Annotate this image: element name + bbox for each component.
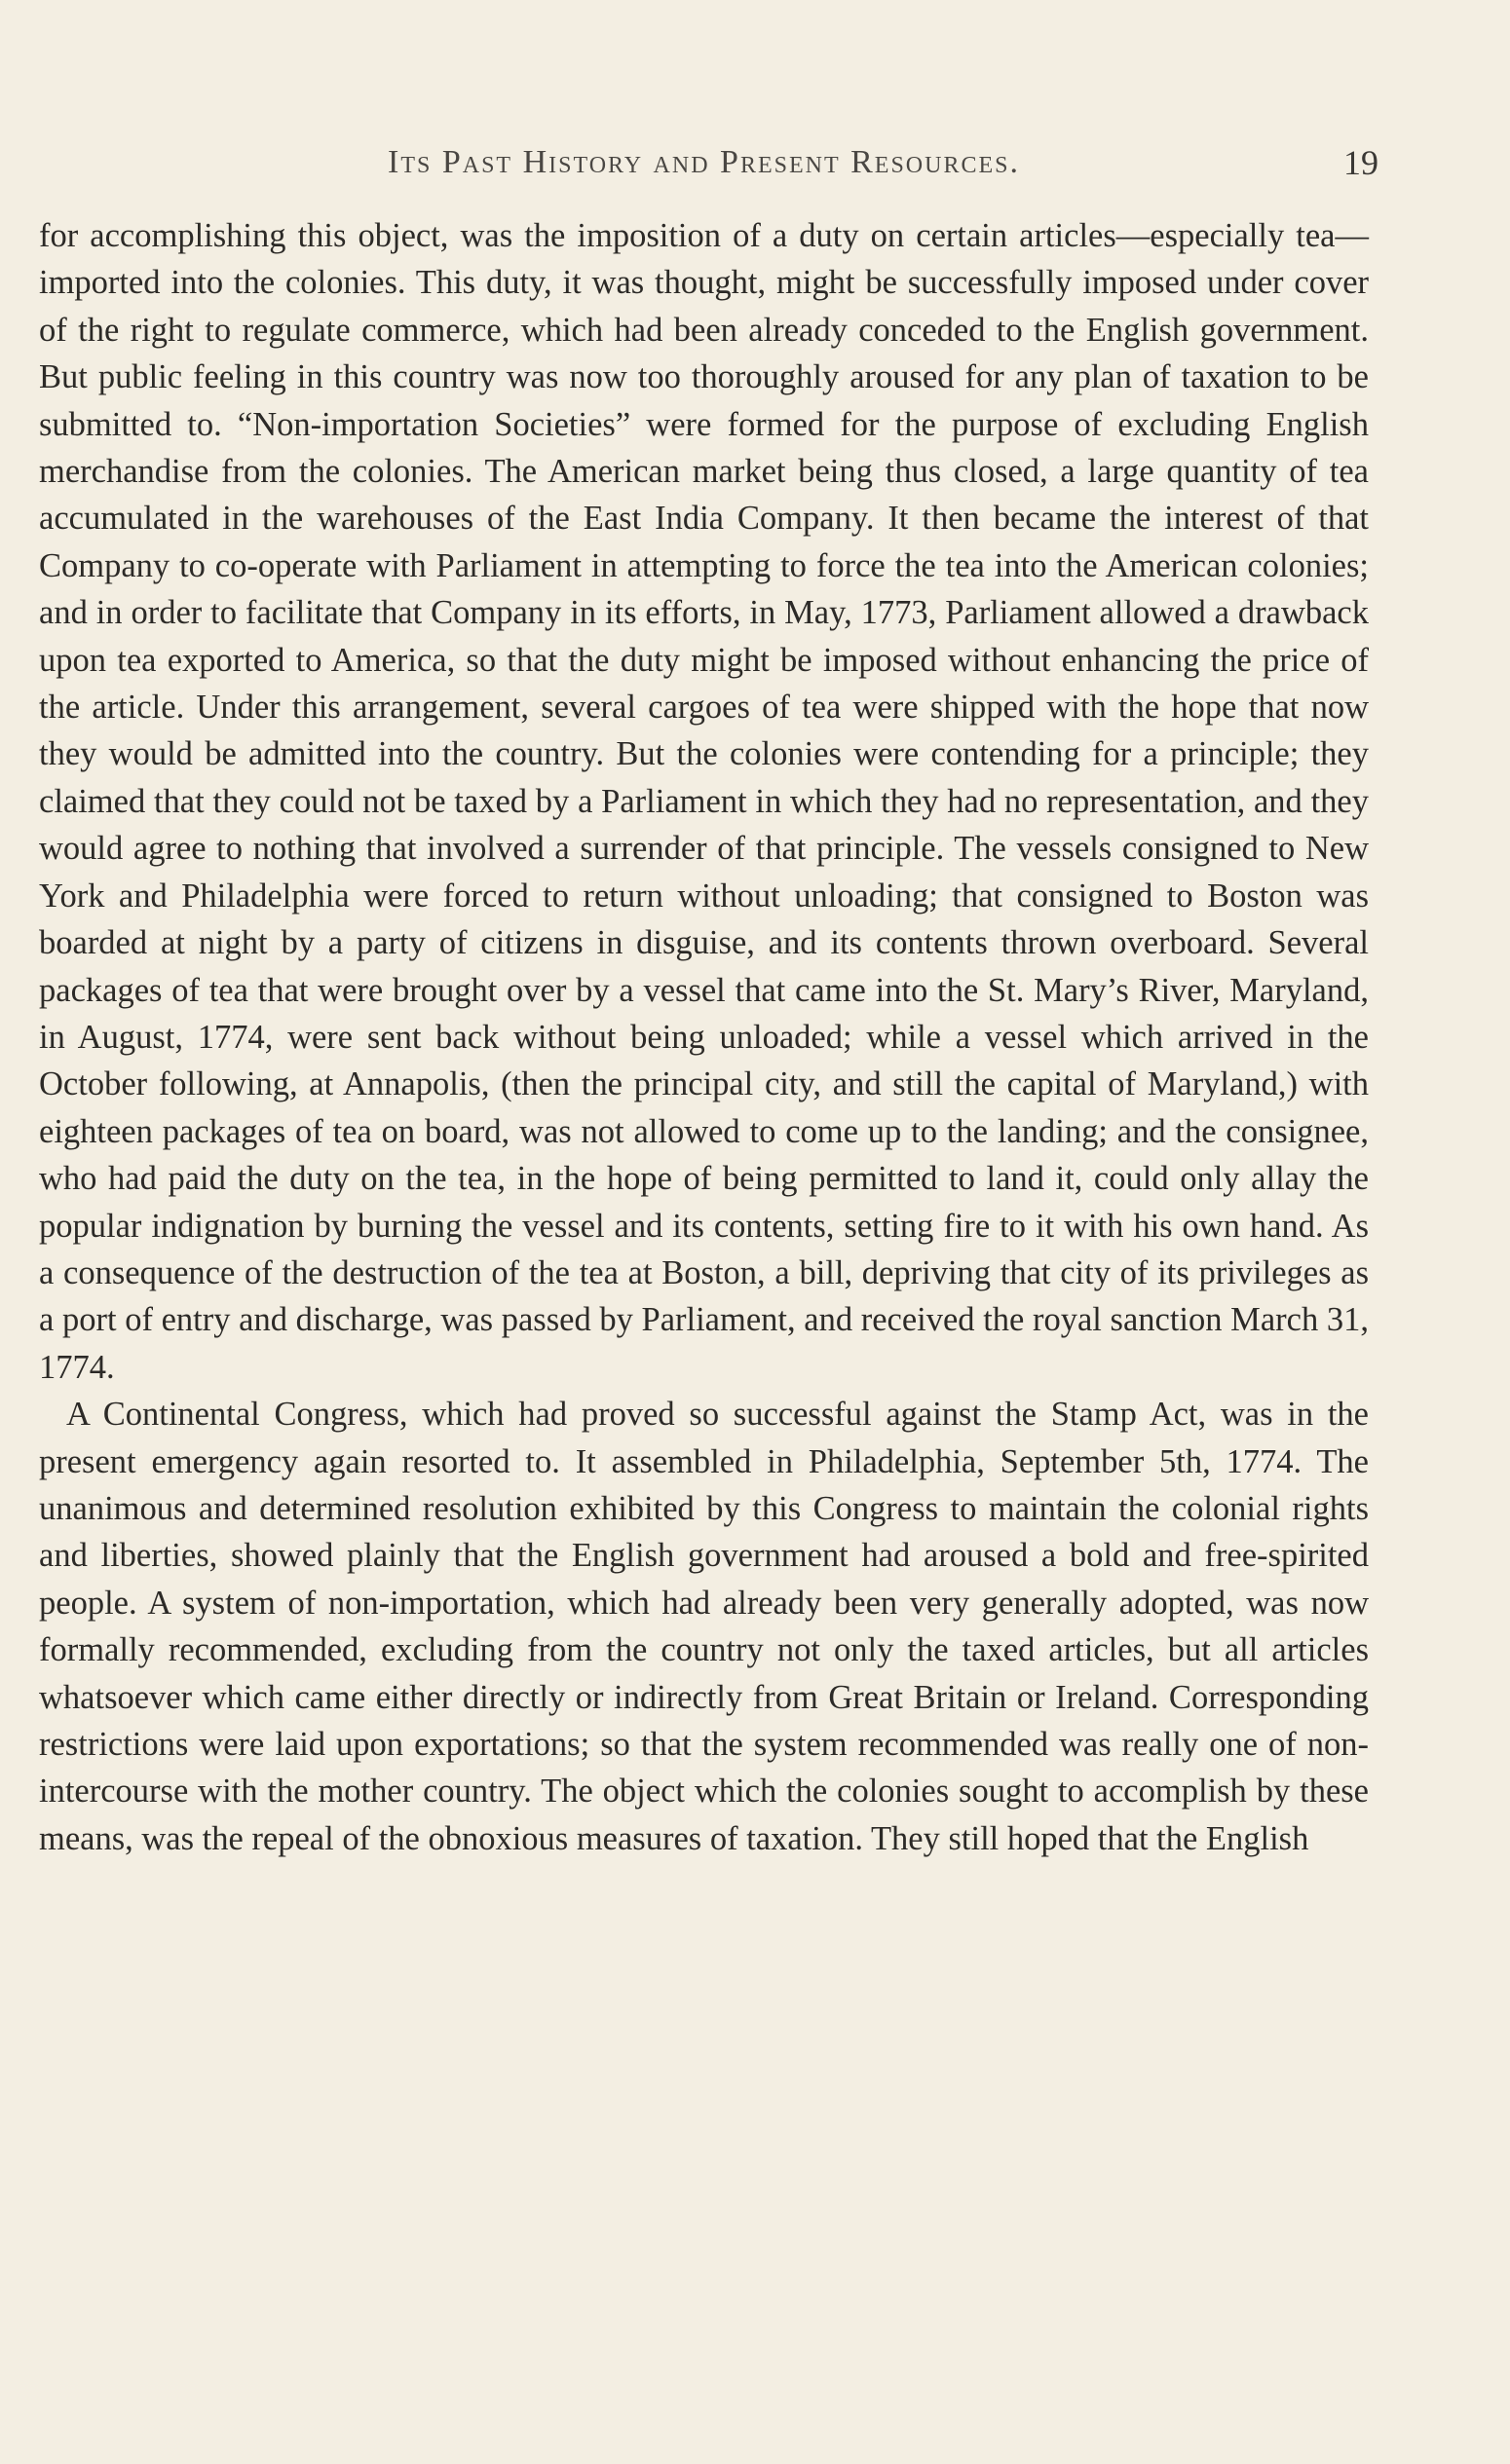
page-number: 19: [1343, 143, 1378, 182]
running-title: Its Past History and Present Resources.: [388, 144, 1020, 180]
paragraph: for accomplishing this object, was the imposition of a duty on certain articles—especially tea—imported into the colonies. This duty, it was thought, might be successfully imposed under cover of the right to regulate commerce, which had been already conceded to the English government. But public feeling in this country was now too thoroughly aroused for any plan of taxation to be submitted to. “Non-importation Societies” were formed for the purpose of excluding English merchandise from the colonies. The American market being thus closed, a large quantity of tea accumulated in the warehouses of the East India Company. It then became the interest of that Company to co-operate with Parliament in attempting to force the tea into the American colonies; and in order to facilitate that Company in its efforts, in May, 1773, Parliament allowed a drawback upon tea exported to America, so that the duty might be imposed without enhancing the price of the article. Under this arrangement, several cargoes of tea were shipped with the hope that now they would be admitted into the country. But the colonies were contending for a principle; they claimed that they could not be taxed by a Parliament in which they had no representation, and they would agree to nothing that involved a surrender of that principle. The vessels consigned to New York and Philadelphia were forced to return without unloading; that consigned to Boston was boarded at night by a party of citizens in disguise, and its contents thrown overboard. Several packages of tea that were brought over by a vessel that came into the St. Mary’s River, Maryland, in August, 1774, were sent back without being unloaded; while a vessel which arrived in the October following, at Annapolis, (then the principal city, and still the capital of Maryland,) with eighteen packages of tea on board, was not allowed to come up to the landing; and the consignee, who had paid the duty on the tea, in the hope of being permitted to land it, could only allay the popular indignation by burning the vessel and its contents, setting fire to it with his own hand. As a consequence of the destruction of the tea at Boston, a bill, depriving that city of its privileges as a port of entry and discharge, was passed by Parliament, and received the royal sanction March 31, 1774.: [39, 217, 1369, 1386]
paragraph: A Continental Congress, which had proved so successful against the Stamp Act, was in the present emergency again resorted to. It assembled in Philadelphia, September 5th, 1774. The unanimous and determined resolution exhibited by this Congress to maintain the colonial rights and liberties, showed plainly that the English government had aroused a bold and free-spirited people. A system of non-importation, which had already been very generally adopted, was now formally recommended, excluding from the country not only the taxed articles, but all articles whatsoever which came either directly or indirectly from Great Britain or Ireland. Corresponding restrictions were laid upon exportations; so that the system recommended was really one of non-intercourse with the mother country. The object which the colonies sought to accomplish by these means, was the repeal of the obnoxious measures of taxation. They still hoped that the English: [39, 1396, 1369, 1857]
page-content: [39, 136, 1378, 2376]
text-body: [39, 212, 1369, 1862]
running-header: [39, 136, 1378, 195]
